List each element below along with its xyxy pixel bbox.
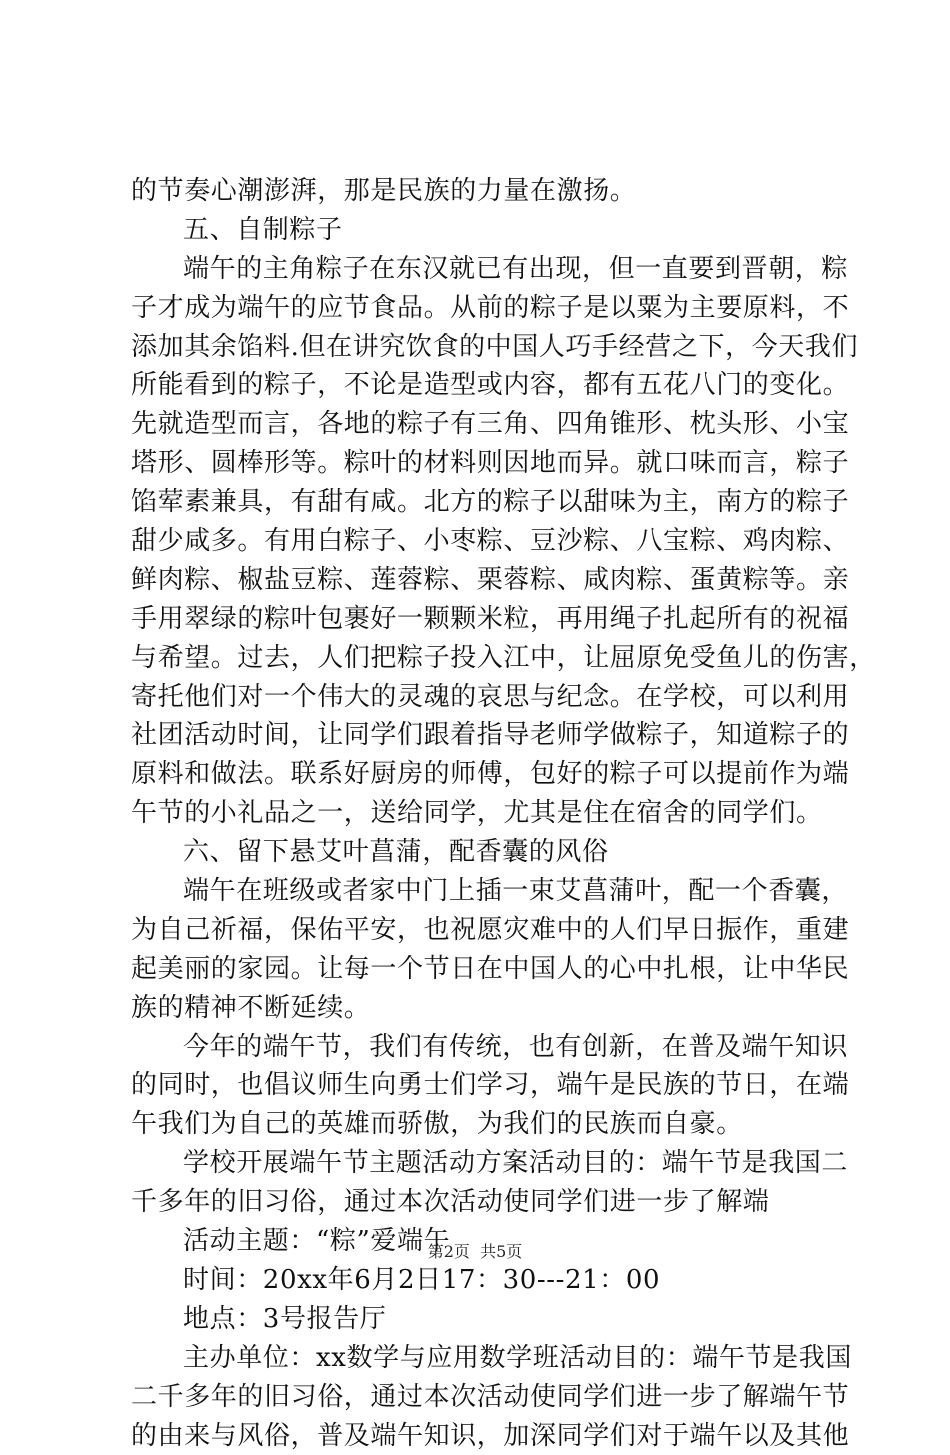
text-line: 鲜肉粽、椒盐豆粽、莲蓉粽、栗蓉粽、咸肉粽、蛋黄粽等。亲 [131,561,831,600]
text-line: 甜少咸多。有用白粽子、小枣粽、豆沙粽、八宝粽、鸡肉粽、 [131,522,831,561]
text-line: 时间：20xx年6月2日17：30---21：00 [131,1261,831,1300]
text-line: 端午的主角粽子在东汉就已有出现，但一直要到晋朝，粽 [131,250,831,289]
text-line: 手用翠绿的粽叶包裹好一颗颗米粒，再用绳子扎起所有的祝福 [131,600,831,639]
section-heading: 五、自制粽子 [131,211,831,250]
text-line: 地点：3号报告厅 [131,1300,831,1339]
text-line: 先就造型而言，各地的粽子有三角、四角锥形、枕头形、小宝 [131,405,831,444]
text-line: 的同时，也倡议师生向勇士们学习，端午是民族的节日，在端 [131,1066,831,1105]
text-line: 午我们为自己的英雄而骄傲，为我们的民族而自豪。 [131,1105,831,1144]
text-line: 今年的端午节，我们有传统，也有创新，在普及端午知识 [131,1028,831,1067]
text-line: 的由来与风俗，普及端午知识，加深同学们对于端午以及其他 [131,1417,831,1455]
text-line: 千多年的旧习俗，通过本次活动使同学们进一步了解端 [131,1183,831,1222]
text-line: 寄托他们对一个伟大的灵魂的哀思与纪念。在学校，可以利用 [131,678,831,717]
text-line: 起美丽的家园。让每一个节日在中国人的心中扎根，让中华民 [131,950,831,989]
text-line: 塔形、圆棒形等。粽叶的材料则因地而异。就口味而言，粽子 [131,444,831,483]
text-line: 所能看到的粽子，不论是造型或内容，都有五花八门的变化。 [131,366,831,405]
document-body [131,172,831,1455]
text-line: 学校开展端午节主题活动方案活动目的：端午节是我国二 [131,1144,831,1183]
text-line: 活动主题：“粽”爱端午 [131,1222,831,1261]
text-line: 午节的小礼品之一，送给同学，尤其是住在宿舍的同学们。 [131,794,831,833]
text-line: 主办单位：xx数学与应用数学班活动目的：端午节是我国 [131,1339,831,1378]
text-line: 二千多年的旧习俗，通过本次活动使同学们进一步了解端午节 [131,1378,831,1417]
page-footer [0,1242,950,1262]
page-number-label: 第2页 共5页 [428,1242,523,1261]
text-line: 社团活动时间，让同学们跟着指导老师学做粽子，知道粽子的 [131,716,831,755]
text-line: 馅荤素兼具，有甜有咸。北方的粽子以甜味为主，南方的粽子 [131,483,831,522]
text-line: 为自己祈福，保佑平安，也祝愿灾难中的人们早日振作，重建 [131,911,831,950]
text-line: 子才成为端午的应节食品。从前的粽子是以粟为主要原料，不 [131,289,831,328]
text-line: 端午在班级或者家中门上插一束艾菖蒲叶，配一个香囊， [131,872,831,911]
section-heading: 六、留下悬艾叶菖蒲，配香囊的风俗 [131,833,831,872]
text-line: 添加其余馅料.但在讲究饮食的中国人巧手经营之下，今天我们 [131,328,831,367]
text-line: 族的精神不断延续。 [131,989,831,1028]
text-line: 的节奏心潮澎湃，那是民族的力量在激扬。 [131,172,831,211]
text-line: 原料和做法。联系好厨房的师傅，包好的粽子可以提前作为端 [131,755,831,794]
text-line: 与希望。过去，人们把粽子投入江中，让屈原免受鱼儿的伤害， [131,639,831,678]
